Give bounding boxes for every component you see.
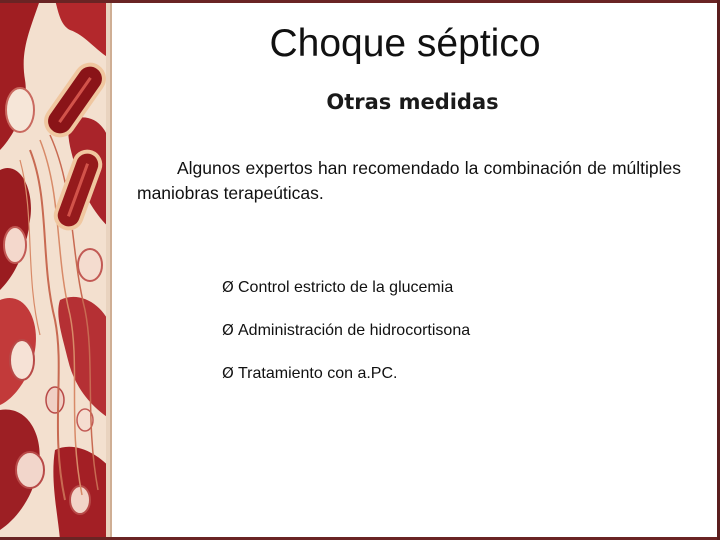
- list-item-text: Administración de hidrocortisona: [238, 322, 471, 339]
- list-item-text: Control estricto de la glucemia: [238, 279, 454, 296]
- body-paragraph: Algunos expertos han recomendado la combinación de múltiples maniobras terapeúticas.: [137, 158, 681, 203]
- bacteria-illustration: [0, 0, 112, 540]
- list-item-text: Tratamiento con a.PC.: [238, 365, 398, 382]
- frame-top-border: [0, 0, 720, 3]
- slide-subtitle: Otras medidas: [326, 90, 499, 114]
- slide-title: Choque séptico: [269, 22, 541, 65]
- arrow-bullet-icon: Ø: [222, 364, 234, 382]
- arrow-bullet-icon: Ø: [222, 321, 234, 339]
- list-item: [222, 362, 470, 384]
- arrow-bullet-icon: Ø: [222, 278, 234, 296]
- bullet-list: [222, 276, 470, 405]
- list-item: [222, 319, 470, 341]
- list-item: [222, 276, 470, 298]
